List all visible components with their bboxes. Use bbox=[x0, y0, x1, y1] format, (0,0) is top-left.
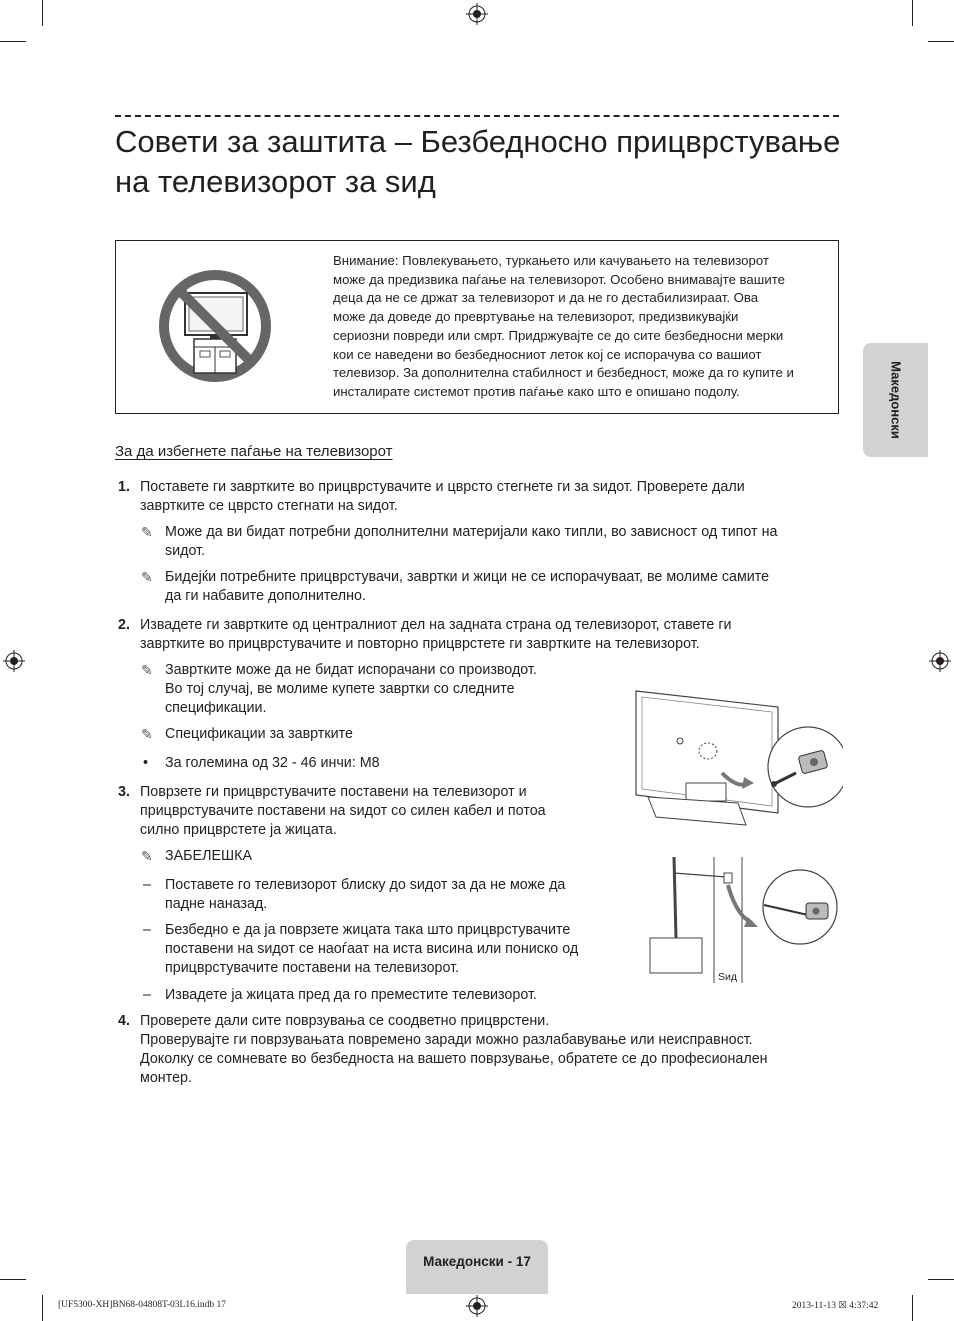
registration-mark-icon bbox=[466, 3, 488, 25]
step-text: завртките во прицврстувачите и повторно прицврстете ги завртките на телевизорот. bbox=[140, 636, 700, 652]
registration-mark-icon bbox=[466, 1295, 488, 1317]
note-pencil-icon: ✎ bbox=[141, 662, 153, 678]
crop-mark bbox=[0, 1279, 26, 1280]
title-rule bbox=[115, 115, 839, 117]
crop-mark bbox=[912, 0, 913, 26]
step-text: прицврстувачите поставени на ѕидот со силен кабел и потоа bbox=[140, 803, 546, 819]
tv-back-bracket-illustration bbox=[628, 685, 843, 835]
language-side-tab bbox=[863, 343, 928, 457]
warning-line: телевизор. За дополнителна стабилност и безбедност, може да го купите и bbox=[333, 365, 794, 381]
warning-line: сериозни повреди или смрт. Придржувајте се до сите безбедносни мерки bbox=[333, 327, 784, 343]
footer-file-info: [UF5300-XH]BN68-04808T-03L16.indb 17 bbox=[58, 1300, 227, 1310]
crop-mark bbox=[42, 0, 43, 26]
note-label: ЗАБЕЛЕШКА bbox=[165, 848, 252, 864]
note-text: ѕидот. bbox=[165, 543, 206, 559]
note-text: да ги набавите дополнително. bbox=[165, 588, 366, 604]
crop-mark bbox=[0, 41, 26, 42]
dash-icon: – bbox=[143, 987, 151, 1003]
warning-text bbox=[333, 252, 833, 402]
page-title bbox=[115, 122, 855, 202]
warning-line: кои се наведени во безбедносниот леток кој се испорачува со вашиот bbox=[333, 346, 762, 362]
note-text: Може да ви бидат потребни дополнителни материјали како типли, во зависност од типот на bbox=[165, 524, 778, 540]
step-text: Проверувајте ги поврзувањата повремено заради можно разлабавување или неисправност. bbox=[140, 1032, 753, 1048]
step-number: 3. bbox=[118, 784, 130, 800]
dash-icon: – bbox=[143, 877, 151, 893]
language-side-tab-label: Македонски bbox=[888, 361, 903, 439]
step-text: монтер. bbox=[140, 1070, 192, 1086]
note-text: Во тој случај, ве молиме купете завртки со следните bbox=[165, 681, 515, 697]
step-text: Доколку се сомневате во безбедноста на вашето поврзување, обратете се до професионален bbox=[140, 1051, 768, 1067]
dash-text: поставени на ѕидот се наоѓаат на иста висина или пониско од bbox=[165, 941, 579, 957]
step-number: 4. bbox=[118, 1013, 130, 1029]
note-pencil-icon: ✎ bbox=[141, 524, 153, 540]
dash-text: Безбедно е да ја поврзете жицата така што прицврстувачите bbox=[165, 922, 571, 938]
step-text: Проверете дали сите поврзувања се соодветно прицврстени. bbox=[140, 1013, 550, 1029]
step-text: Поставете ги завртките во прицврстувачите и цврсто стегнете ги за ѕидот. Проверете дали bbox=[140, 479, 745, 495]
section-heading: За да избегнете паѓање на телевизорот bbox=[115, 443, 393, 460]
warning-line: може да предизвика паѓање на телевизорот. Особено внимавајте вашите bbox=[333, 271, 785, 287]
warning-line: инсталирате системот против паѓање како што е опишано подолу. bbox=[333, 383, 740, 399]
page-title-line: на телевизорот за ѕид bbox=[115, 164, 436, 199]
note-text: Спецификации за завртките bbox=[165, 726, 353, 742]
dash-text: Поставете го телевизорот блиску до ѕидот за да не може да bbox=[165, 877, 566, 893]
note-text: Бидејќи потребните прицврстувачи, завртки и жици не се испорачуваат, ве молиме самите bbox=[165, 569, 770, 585]
crop-mark bbox=[42, 1295, 43, 1321]
registration-mark-icon bbox=[3, 650, 25, 672]
dash-text: Извадете ја жицата пред да го преместите телевизорот. bbox=[165, 987, 537, 1003]
warning-line: може да доведе до превртување на телевизорот, предизвикувајќи bbox=[333, 309, 739, 325]
warning-line: деца да не се држат за телевизорот и да не го дестабилизираат. Ова bbox=[333, 290, 759, 306]
footer-date-info: 2013-11-13 ☒ 4:37:42 bbox=[792, 1301, 879, 1311]
page-number-tab bbox=[406, 1240, 548, 1294]
dash-text: падне наназад. bbox=[165, 896, 268, 912]
step-text: Поврзете ги прицврстувачите поставени на телевизорот и bbox=[140, 784, 527, 800]
registration-mark-icon bbox=[929, 650, 951, 672]
dash-icon: – bbox=[143, 922, 151, 938]
step-text: завртките се цврсто стегнати на ѕидот. bbox=[140, 498, 398, 514]
step-number: 2. bbox=[118, 617, 130, 633]
step-text: силно прицврстете ја жицата. bbox=[140, 822, 337, 838]
note-pencil-icon: ✎ bbox=[141, 848, 153, 864]
warning-box bbox=[115, 240, 839, 414]
step-text: Извадете ги завртките од централниот дел на задната страна од телевизорот, ставете ги bbox=[140, 617, 732, 633]
wall-label: Ѕид bbox=[718, 971, 737, 983]
note-text: Завртките може да не бидат испорачани со производот. bbox=[165, 662, 537, 678]
step-number: 1. bbox=[118, 479, 130, 495]
no-climbing-tv-icon bbox=[158, 269, 272, 383]
crop-mark bbox=[912, 1295, 913, 1321]
bullet-text: За големина од 32 - 46 инчи: M8 bbox=[165, 755, 380, 771]
page-number-label: Македонски - 17 bbox=[423, 1254, 531, 1269]
bullet-icon: • bbox=[143, 755, 149, 771]
wall-anchor-illustration bbox=[640, 855, 840, 985]
note-pencil-icon: ✎ bbox=[141, 569, 153, 585]
dash-text: прицврстувачите поставени на телевизорот. bbox=[165, 960, 460, 976]
crop-mark bbox=[928, 41, 954, 42]
note-pencil-icon: ✎ bbox=[141, 726, 153, 742]
page-title-line: Совети за заштита – Безбедносно прицврстување bbox=[115, 124, 841, 159]
crop-mark bbox=[928, 1279, 954, 1280]
warning-line: Внимание: Повлекувањето, туркањето или качувањето на телевизорот bbox=[333, 253, 769, 268]
note-text: спецификации. bbox=[165, 700, 267, 716]
